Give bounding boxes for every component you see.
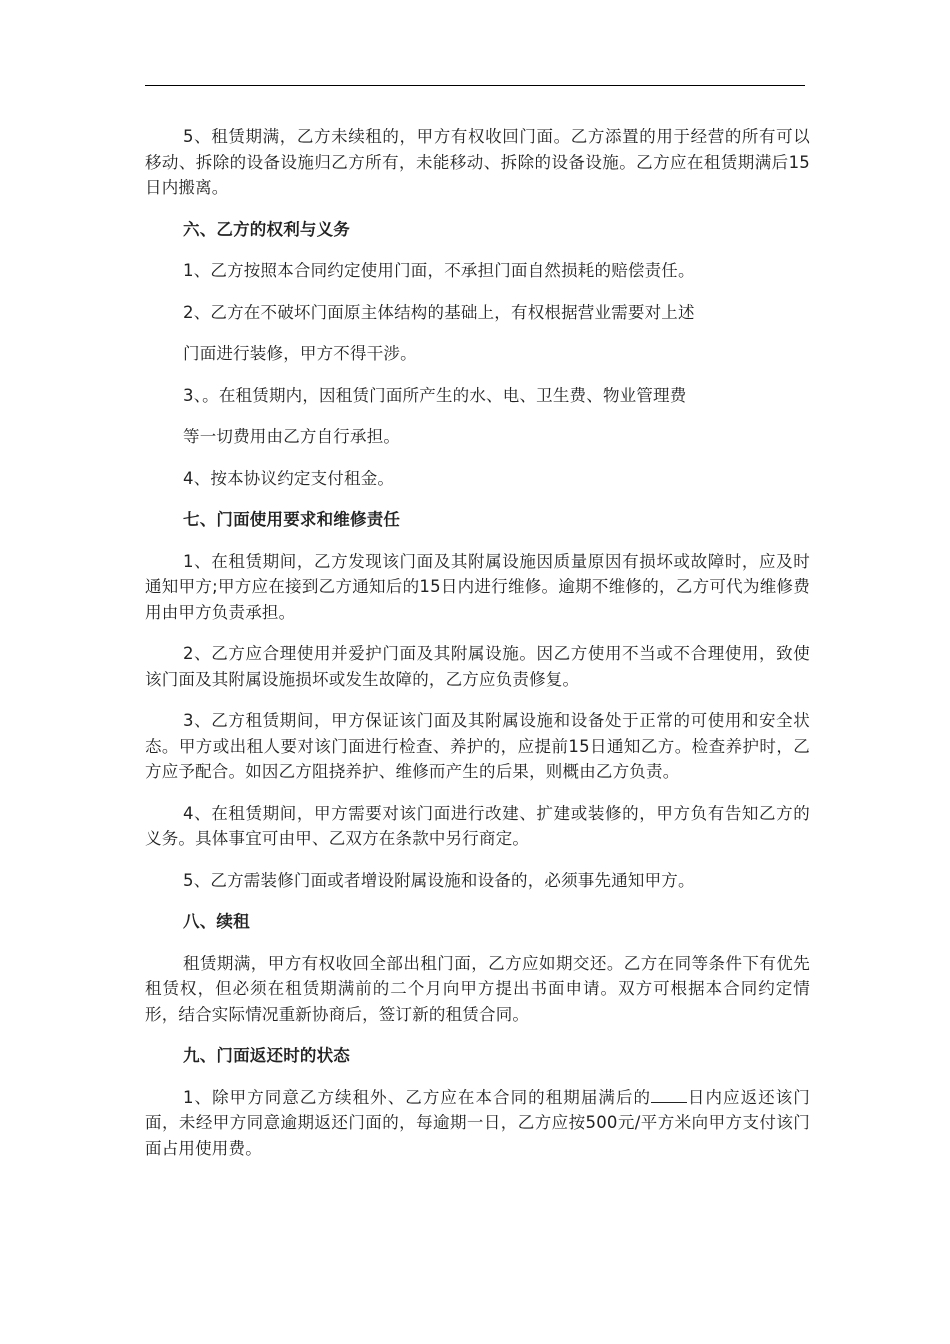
- clause-9-1-part2: 日内应返还该门面，未经甲方同意逾期返还门面的，每逾期一日，乙方应按500元/平方米向甲方支付该门面占用使用费。: [145, 1087, 810, 1158]
- clause-7-4: 4、在租赁期间，甲方需要对该门面进行改建、扩建或装修的，甲方负有告知乙方的义务。具体事宜可由甲、乙双方在条款中另行商定。: [145, 803, 810, 848]
- clause-6-3-line2: 等一切费用由乙方自行承担。: [183, 427, 401, 446]
- section-heading-7: 七、门面使用要求和维修责任: [183, 510, 401, 529]
- clause-6-3-line1: 3、。在租赁期内，因租赁门面所产生的水、电、卫生费、物业管理费: [183, 385, 687, 405]
- clause-6-4: 4、按本协议约定支付租金。: [183, 468, 395, 488]
- clause-6-2-line1: 2、乙方在不破坏门面原主体结构的基础上，有权根据营业需要对上述: [183, 302, 695, 322]
- clause-7-1: 1、在租赁期间，乙方发现该门面及其附属设施因质量原因有损坏或故障时，应及时通知甲方;甲方应在接到乙方通知后的15日内进行维修。逾期不维修的，乙方可代为维修费用由甲方负责承担。: [145, 551, 810, 622]
- section-heading-8: 八、续租: [183, 912, 250, 931]
- section-heading-9: 九、门面返还时的状态: [183, 1046, 350, 1065]
- document-body: [145, 124, 810, 1161]
- clause-9-1: [145, 1085, 810, 1162]
- clause-6-2-line2: 门面进行装修，甲方不得干涉。: [183, 344, 417, 363]
- paragraph-5-lease-expiry: 5、租赁期满，乙方未续租的，甲方有权收回门面。乙方添置的用于经营的所有可以移动、拆除的设备设施归乙方所有，未能移动、拆除的设备设施。乙方应在租赁期满后15日内搬离。: [145, 127, 810, 197]
- clause-6-1: 1、乙方按照本合同约定使用门面，不承担门面自然损耗的赔偿责任。: [183, 261, 695, 280]
- clause-9-1-part1: 1、除甲方同意乙方续租外、乙方应在本合同的租期届满后的: [183, 1087, 652, 1107]
- header-rule: [145, 85, 805, 86]
- clause-7-3: 3、乙方租赁期间，甲方保证该门面及其附属设施和设备处于正常的可使用和安全状态。甲方或出租人要对该门面进行检查、养护的，应提前15日通知乙方。检查养护时，乙方应予配合。如因乙方阻挠养护、维修而产生的后果，则概由乙方负责。: [145, 711, 810, 781]
- clause-7-5: 5、乙方需装修门面或者增设附属设施和设备的，必须事先通知甲方。: [183, 870, 695, 890]
- section-heading-6: 六、乙方的权利与义务: [183, 219, 350, 239]
- clause-8-1: 租赁期满，甲方有权收回全部出租门面，乙方应如期交还。乙方在同等条件下有优先租赁权，但必须在租赁期满前的二个月向甲方提出书面申请。双方可根据本合同约定情形，结合实际情况重新协商后，签订新的租赁合同。: [145, 953, 810, 1024]
- clause-7-2: 2、乙方应合理使用并爱护门面及其附属设施。因乙方使用不当或不合理使用，致使该门面及其附属设施损坏或发生故障的，乙方应负责修复。: [145, 644, 810, 689]
- blank-days-field: [651, 1086, 687, 1103]
